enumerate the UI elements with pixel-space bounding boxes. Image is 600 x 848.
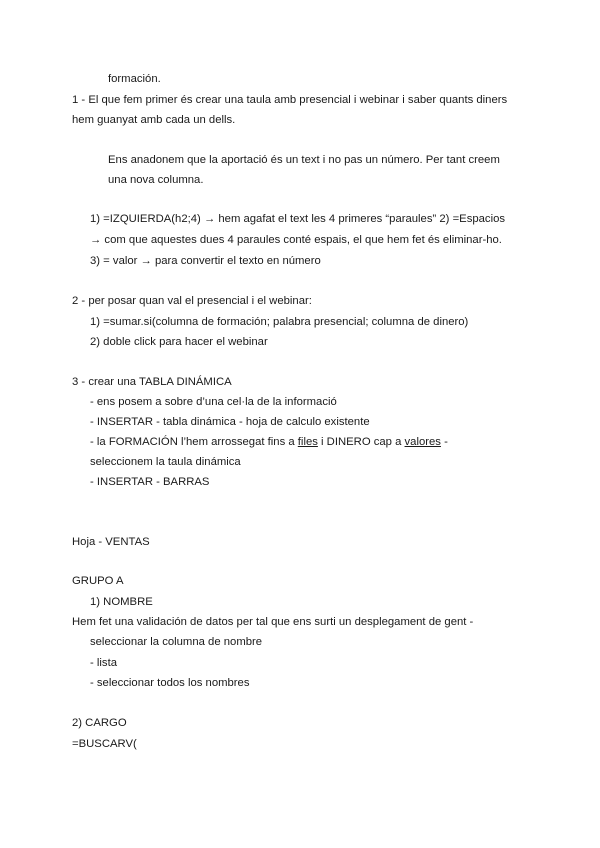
text-run: -: [440, 436, 448, 448]
text-line: formación.: [108, 73, 161, 85]
text-line: seleccionar la columna de nombre: [90, 636, 263, 648]
text-line: Hoja - VENTAS: [72, 536, 150, 548]
text-line: Hem fet una validación de datos per tal que ens surti un desplegament de gent -: [72, 616, 474, 628]
text-line: Ens anadonem que la aportació és un text i no pas un número. Per tant creem: [108, 154, 500, 166]
text-run: i DINERO cap a: [317, 436, 405, 448]
text-line: 1 - El que fem primer és crear una taula amb presencial i webinar i saber quants diners: [72, 94, 508, 106]
text-line: una nova columna.: [108, 174, 204, 186]
text-line: 2) CARGO: [72, 717, 127, 729]
text-line: 3 - crear una TABLA DINÁMICA: [72, 376, 232, 388]
text-run: - la FORMACIÓN l’hem arrossegat fins a: [90, 436, 298, 448]
text-line: hem guanyat amb cada un dells.: [72, 114, 236, 126]
text-line: → com que aquestes dues 4 paraules conté espais, el que hem fet és eliminar-ho.: [90, 234, 502, 246]
underlined-text: files: [297, 436, 318, 448]
text-line: 2 - per posar quan val el presencial i el webinar:: [72, 295, 312, 307]
text-line: 1) =IZQUIERDA(h2;4) → hem agafat el text les 4 primeres “paraules” 2) =Espacios: [90, 213, 506, 225]
text-line: - seleccionar todos los nombres: [90, 677, 250, 689]
text-line: - INSERTAR - tabla dinámica - hoja de calculo existente: [90, 416, 370, 428]
text-line: GRUPO A: [72, 575, 124, 587]
underlined-text: valores: [404, 436, 441, 448]
text-line: 1) =sumar.si(columna de formación; palabra presencial; columna de dinero): [90, 316, 469, 328]
text-line: - lista: [90, 657, 117, 669]
text-line: 2) doble click para hacer el webinar: [90, 336, 268, 348]
text-line: 1) NOMBRE: [90, 596, 153, 608]
text-line: =BUSCARV(: [72, 738, 137, 750]
text-line: [90, 435, 448, 449]
text-line: 3) = valor → para convertir el texto en número: [90, 255, 321, 267]
text-line: seleccionem la taula dinámica: [90, 456, 241, 468]
text-line: - INSERTAR - BARRAS: [90, 476, 210, 488]
text-line: - ens posem a sobre d’una cel·la de la informació: [90, 396, 337, 408]
